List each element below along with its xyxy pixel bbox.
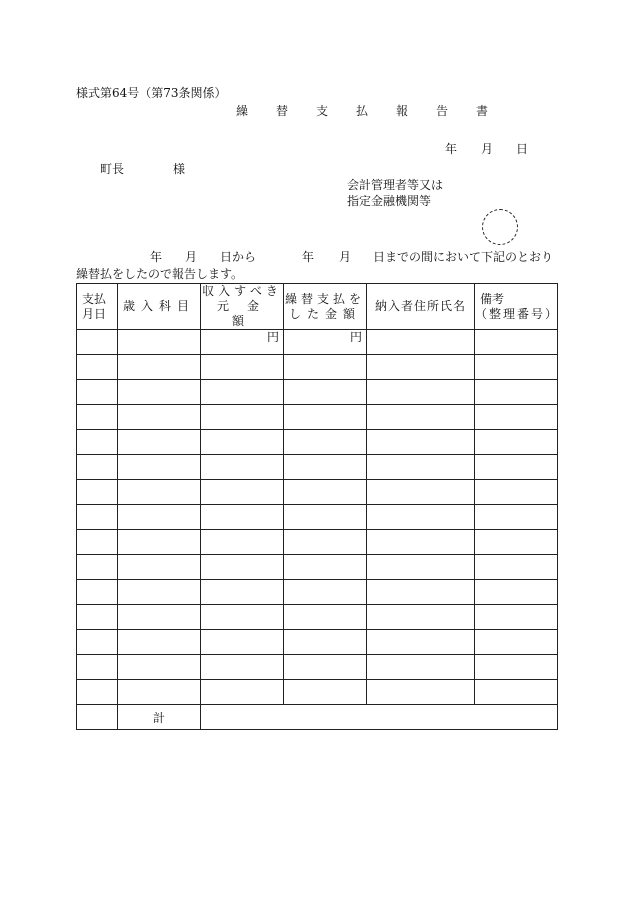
principal-amount-cell[interactable] xyxy=(201,505,284,530)
principal-amount-cell[interactable] xyxy=(201,330,284,355)
header-principal-line1: 収入すべき xyxy=(202,284,282,298)
revenue-item-cell[interactable] xyxy=(118,505,201,530)
principal-amount-cell[interactable] xyxy=(201,630,284,655)
revenue-item-cell[interactable] xyxy=(118,555,201,580)
payment-date-cell[interactable] xyxy=(77,530,118,555)
paid-amount-cell[interactable] xyxy=(284,555,367,580)
revenue-item-cell[interactable] xyxy=(118,480,201,505)
remarks-cell[interactable] xyxy=(475,355,558,380)
document-title: 繰 替 支 払 報 告 書 xyxy=(236,104,497,118)
header-paid-line2: した金額 xyxy=(288,306,361,321)
principal-amount-cell[interactable] xyxy=(201,580,284,605)
remarks-cell[interactable] xyxy=(475,530,558,555)
paid-amount-cell[interactable] xyxy=(284,430,367,455)
total-row xyxy=(77,705,558,730)
header-payment-date xyxy=(77,284,118,330)
table-row xyxy=(77,480,558,505)
table-row xyxy=(77,405,558,430)
remarks-cell[interactable] xyxy=(475,680,558,705)
form-number: 様式第64号（第73条関係） xyxy=(76,86,227,100)
paid-amount-cell[interactable] xyxy=(284,530,367,555)
revenue-item-cell[interactable] xyxy=(118,530,201,555)
payer-cell[interactable] xyxy=(367,555,475,580)
table-header-row xyxy=(77,284,558,330)
period-year2: 年 xyxy=(302,250,315,264)
principal-amount-cell[interactable] xyxy=(201,455,284,480)
payment-date-cell[interactable] xyxy=(77,630,118,655)
yen-unit: 円 xyxy=(349,330,362,344)
payment-date-cell[interactable] xyxy=(77,580,118,605)
remarks-cell[interactable] xyxy=(475,455,558,480)
remarks-cell[interactable] xyxy=(475,555,558,580)
payment-date-cell[interactable] xyxy=(77,355,118,380)
payment-date-cell[interactable] xyxy=(77,330,118,355)
payment-date-cell[interactable] xyxy=(77,505,118,530)
payer-cell[interactable] xyxy=(367,655,475,680)
period-day-to: 日までの間において下記のとおり xyxy=(373,250,554,264)
remarks-cell[interactable] xyxy=(475,580,558,605)
payment-date-cell[interactable] xyxy=(77,680,118,705)
total-blank-cell xyxy=(201,705,558,730)
table-row xyxy=(77,330,558,355)
seal-placeholder xyxy=(482,209,518,245)
table-row xyxy=(77,530,558,555)
payment-date-cell[interactable] xyxy=(77,605,118,630)
principal-amount-cell[interactable] xyxy=(201,430,284,455)
date-year-label: 年 xyxy=(445,142,458,156)
remarks-cell[interactable] xyxy=(475,655,558,680)
payment-date-cell[interactable] xyxy=(77,380,118,405)
paid-amount-cell[interactable] xyxy=(284,455,367,480)
revenue-item-cell[interactable] xyxy=(118,330,201,355)
revenue-item-cell[interactable] xyxy=(118,405,201,430)
period-month2: 月 xyxy=(339,250,352,264)
header-payment-date-line1: 支払 xyxy=(82,291,107,306)
table-row xyxy=(77,505,558,530)
header-paid-amount xyxy=(284,284,367,330)
payer-cell[interactable] xyxy=(367,530,475,555)
payer-cell[interactable] xyxy=(367,355,475,380)
paid-amount-cell[interactable] xyxy=(284,630,367,655)
blank-rows xyxy=(77,355,558,705)
payer-cell[interactable] xyxy=(367,430,475,455)
sender-line2: 指定金融機関等 xyxy=(347,194,432,208)
payment-date-cell[interactable] xyxy=(77,430,118,455)
revenue-item-cell[interactable] xyxy=(118,680,201,705)
yen-unit: 円 xyxy=(266,330,279,344)
remarks-cell[interactable] xyxy=(475,380,558,405)
total-label: 計 xyxy=(118,705,201,730)
revenue-item-cell[interactable] xyxy=(118,630,201,655)
paid-amount-cell[interactable] xyxy=(284,655,367,680)
report-table xyxy=(76,283,558,730)
addressee-name: 町長 xyxy=(100,162,125,176)
remarks-cell[interactable] xyxy=(475,605,558,630)
revenue-item-cell[interactable] xyxy=(118,430,201,455)
remarks-cell[interactable] xyxy=(475,330,558,355)
revenue-item-cell[interactable] xyxy=(118,655,201,680)
payment-date-cell[interactable] xyxy=(77,655,118,680)
header-remarks-line2: （整理番号） xyxy=(475,306,560,321)
principal-amount-cell[interactable] xyxy=(201,555,284,580)
header-payer-name-address xyxy=(367,284,475,330)
payer-cell[interactable] xyxy=(367,580,475,605)
date-month-label: 月 xyxy=(481,142,494,156)
header-remarks xyxy=(475,284,558,330)
principal-amount-cell[interactable] xyxy=(201,380,284,405)
header-paid-line1: 繰替支払を xyxy=(284,291,365,306)
paid-amount-cell[interactable] xyxy=(284,330,367,355)
principal-amount-cell[interactable] xyxy=(201,355,284,380)
paid-amount-cell[interactable] xyxy=(284,680,367,705)
principal-amount-cell[interactable] xyxy=(201,605,284,630)
header-principal-amount xyxy=(201,284,284,330)
table-row xyxy=(77,555,558,580)
total-spacer-cell xyxy=(77,705,118,730)
revenue-item-cell[interactable] xyxy=(118,605,201,630)
table-row xyxy=(77,355,558,380)
payer-cell[interactable] xyxy=(367,405,475,430)
table-row xyxy=(77,605,558,630)
table-row xyxy=(77,680,558,705)
revenue-item-cell[interactable] xyxy=(118,380,201,405)
header-revenue-item-label: 歳入科目 xyxy=(122,299,195,313)
remarks-cell[interactable] xyxy=(475,430,558,455)
header-payer-label: 納入者住所氏名 xyxy=(374,299,466,313)
table-row xyxy=(77,455,558,480)
payer-cell[interactable] xyxy=(367,380,475,405)
table-row xyxy=(77,630,558,655)
payer-cell[interactable] xyxy=(367,480,475,505)
addressee-honorific: 様 xyxy=(173,162,186,176)
payer-cell[interactable] xyxy=(367,605,475,630)
table-row xyxy=(77,655,558,680)
period-year1: 年 xyxy=(150,250,163,264)
revenue-item-cell[interactable] xyxy=(118,355,201,380)
header-remarks-line1: 備考 xyxy=(480,291,505,306)
payer-cell[interactable] xyxy=(367,630,475,655)
sender-line1: 会計管理者等又は xyxy=(347,178,444,192)
period-month1: 月 xyxy=(185,250,198,264)
payer-cell[interactable] xyxy=(367,680,475,705)
paid-amount-cell[interactable] xyxy=(284,580,367,605)
revenue-item-cell[interactable] xyxy=(118,580,201,605)
remarks-cell[interactable] xyxy=(475,405,558,430)
remarks-cell[interactable] xyxy=(475,630,558,655)
revenue-item-cell[interactable] xyxy=(118,455,201,480)
principal-amount-cell[interactable] xyxy=(201,530,284,555)
remarks-cell[interactable] xyxy=(475,505,558,530)
header-revenue-item xyxy=(118,284,201,330)
paid-amount-cell[interactable] xyxy=(284,405,367,430)
paid-amount-cell[interactable] xyxy=(284,505,367,530)
payer-cell[interactable] xyxy=(367,455,475,480)
remarks-cell[interactable] xyxy=(475,480,558,505)
date-day-label: 日 xyxy=(516,142,529,156)
payment-date-cell[interactable] xyxy=(77,555,118,580)
principal-amount-cell[interactable] xyxy=(201,680,284,705)
paid-amount-cell[interactable] xyxy=(284,380,367,405)
table-row xyxy=(77,380,558,405)
principal-amount-cell[interactable] xyxy=(201,655,284,680)
paid-amount-cell[interactable] xyxy=(284,605,367,630)
period-day-from: 日から xyxy=(220,250,257,264)
payment-date-cell[interactable] xyxy=(77,405,118,430)
payer-cell[interactable] xyxy=(367,330,475,355)
header-principal-line2: 元金額 xyxy=(216,299,277,328)
header-payment-date-line2: 月日 xyxy=(82,306,107,321)
principal-amount-cell[interactable] xyxy=(201,480,284,505)
table-row xyxy=(77,430,558,455)
payment-date-cell[interactable] xyxy=(77,455,118,480)
table-row xyxy=(77,580,558,605)
period-statement-line2: 繰替払をしたので報告します。 xyxy=(76,267,244,281)
paid-amount-cell[interactable] xyxy=(284,355,367,380)
paid-amount-cell[interactable] xyxy=(284,480,367,505)
payer-cell[interactable] xyxy=(367,505,475,530)
payment-date-cell[interactable] xyxy=(77,480,118,505)
principal-amount-cell[interactable] xyxy=(201,405,284,430)
